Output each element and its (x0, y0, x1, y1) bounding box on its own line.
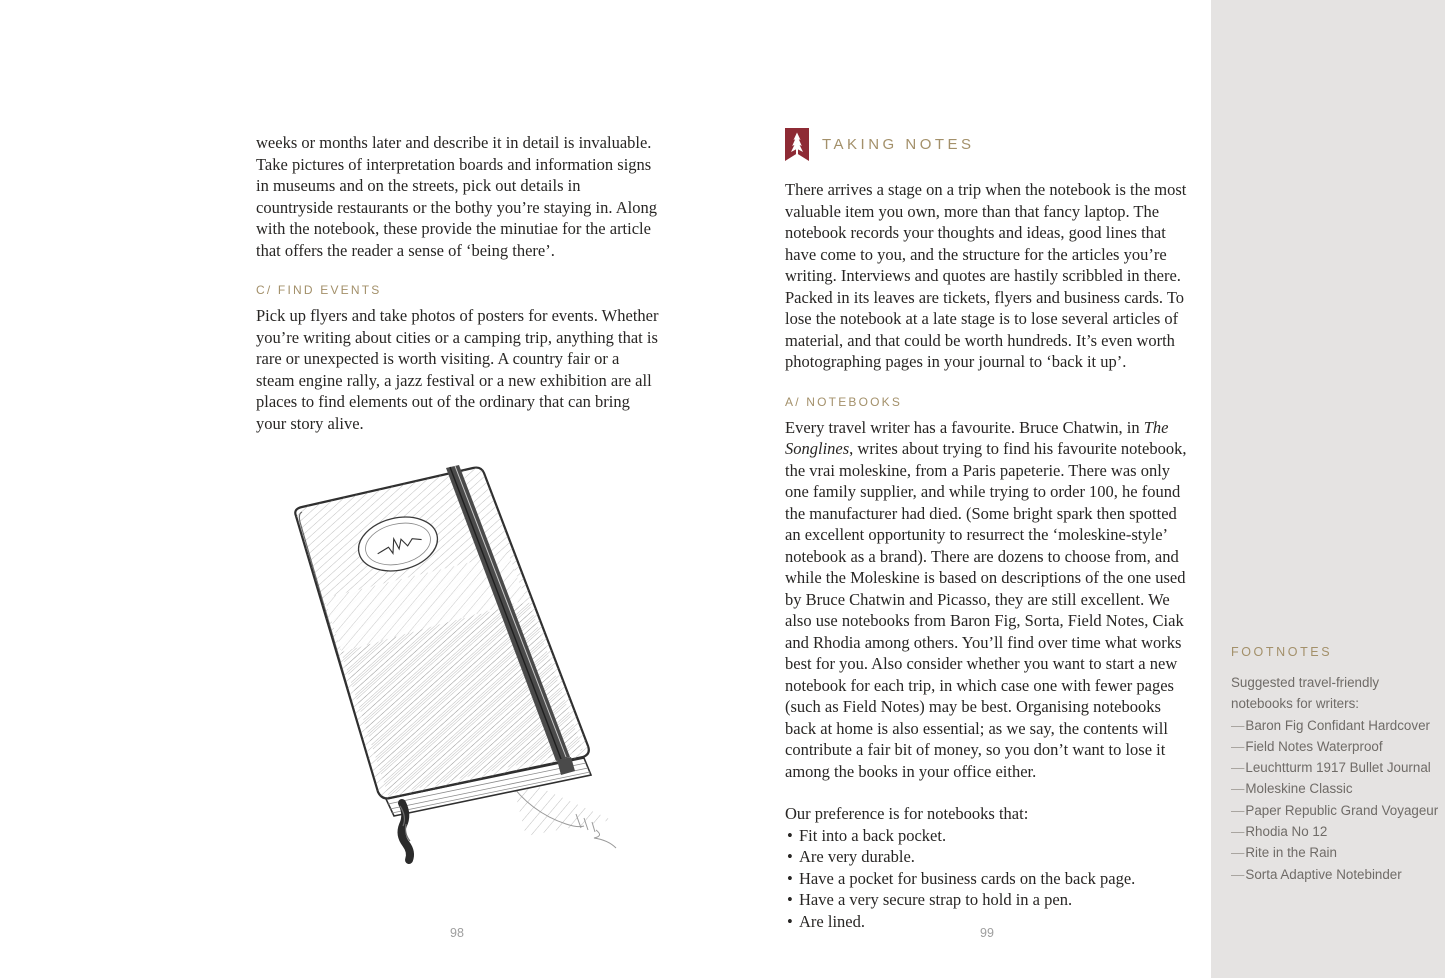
section-label-find-events: C/ FIND EVENTS (256, 283, 382, 297)
preference-bullet-list (785, 825, 1189, 933)
notebook-sketch-illustration (278, 452, 618, 872)
notebooks-paragraph-before: Every travel writer has a favourite. Bruce Chatwin, in (785, 417, 1144, 437)
footnotes-block (1231, 645, 1439, 885)
list-item-label: Are very durable. (799, 847, 915, 866)
footnote-item (1231, 757, 1436, 778)
chapter-header (785, 128, 1189, 161)
footnotes-heading: FOOTNOTES (1231, 645, 1333, 659)
left-intro-paragraph: weeks or months later and describe it in detail is invaluable. Take pictures of interpretation boards and information signs in museums and on the streets, pick out details in countryside restaurants or the bothy you’re staying in. Along with the notebook, these provide the minutiae for the article that offers the reader a sense of ‘being there’. (256, 133, 657, 260)
dash-icon: — (1231, 802, 1245, 818)
bullet-icon: • (787, 911, 793, 931)
list-item-label: Have a very secure strap to hold in a pen. (799, 890, 1073, 909)
footnote-item (1231, 800, 1439, 821)
taking-notes-intro-paragraph: There arrives a stage on a trip when the notebook is the most valuable item you own, more than that fancy laptop. The notebook records your thoughts and ideas, good lines that have come to you, and the structure for the articles you’re writing. Interviews and quotes are hastily scribbled in there. Packed in its leaves are tickets, flyers and business cards. To lose the notebook at a late stage is to lose several articles of material, and that could be worth hundreds. It’s even worth photographing pages in your journal to ‘back it up’. (785, 180, 1187, 371)
footnote-item-label: Field Notes Waterproof (1245, 738, 1383, 754)
list-item (785, 846, 1189, 868)
notebooks-paragraph-after: , writes about trying to find his favourite notebook, the vrai moleskine, from a Paris papeterie. There was only one family supplier, and while trying to order 100, he found the manufacturer had died. (Some bright spark then spotted an excellent opportunity to resurrect the ‘moleskine-style’ notebook as a brand). There are dozens to choose from, and while the Moleskine is based on descriptions of the one used by Bruce Chatwin and Picasso, they are still excellent. We also use notebooks from Baron Fig, Sorta, Field Notes, Ciak and Rhodia among others. You’ll find over time what works best for you. Also consider whether you want to start a new notebook for each trip, in which case one with fewer pages (such as Field Notes) may be best. Organising notebooks back at home is also essential; as we say, the contents will contribute a fair bit of money, so you don’t want to lose it among the books in your office either. (785, 439, 1187, 781)
footnote-item-label: Baron Fig Confidant Hardcover (1245, 717, 1430, 733)
preference-block (785, 803, 1189, 932)
dash-icon: — (1231, 824, 1245, 840)
dash-icon: — (1231, 738, 1245, 754)
footnotes-sidebar (1211, 0, 1445, 978)
footnote-item (1231, 842, 1436, 863)
footnote-item (1231, 715, 1436, 736)
footnote-item-label: Moleskine Classic (1245, 781, 1353, 797)
footnote-item-label: Leuchtturm 1917 Bullet Journal (1245, 760, 1431, 776)
footnote-item (1231, 778, 1436, 799)
left-page-column (256, 132, 661, 434)
footnote-item-label: Paper Republic Grand Voyageur (1245, 802, 1439, 818)
dash-icon: — (1231, 866, 1245, 882)
dash-icon: — (1231, 781, 1245, 797)
bookmark-pine-icon (785, 128, 809, 161)
footnote-item (1231, 821, 1436, 842)
footnotes-intro: Suggested travel-friendly notebooks for writers: (1231, 675, 1380, 712)
dash-icon: — (1231, 760, 1245, 776)
footnote-item-label: Sorta Adaptive Notebinder (1245, 866, 1402, 882)
bullet-icon: • (787, 847, 793, 866)
page-number-right: 99 (980, 926, 994, 940)
footnote-item (1231, 864, 1436, 885)
bullet-icon: • (787, 868, 793, 888)
notebooks-paragraph (785, 417, 1189, 783)
dash-icon: — (1231, 845, 1245, 861)
find-events-paragraph: Pick up flyers and take photos of posters for events. Whether you’re writing about cities or a camping trip, anything that is rare or unexpected is worth visiting. A country fair or a steam engine rally, a jazz festival or a new exhibition are all places to find elements out of the ordinary that can bring your story alive. (256, 306, 659, 433)
preference-intro: Our preference is for notebooks that: (785, 804, 1029, 823)
bullet-icon: • (787, 825, 793, 845)
bullet-icon: • (787, 890, 793, 909)
list-item-label: Fit into a back pocket. (799, 825, 947, 845)
footnote-item (1231, 736, 1436, 757)
list-item-label: Have a pocket for business cards on the back page. (799, 868, 1136, 888)
dash-icon: — (1231, 717, 1245, 733)
section-label-notebooks: A/ NOTEBOOKS (785, 394, 903, 409)
page-number-left: 98 (450, 926, 464, 940)
right-page-column (785, 128, 1189, 932)
footnote-item-label: Rhodia No 12 (1245, 824, 1328, 840)
footnote-item-label: Rite in the Rain (1245, 845, 1337, 861)
book-title-italic: The Songlines (785, 417, 1169, 458)
list-item-label: Are lined. (799, 911, 865, 931)
list-item (785, 825, 1189, 847)
chapter-title: TAKING NOTES (822, 136, 975, 153)
list-item (785, 868, 1189, 890)
list-item (785, 889, 1189, 911)
